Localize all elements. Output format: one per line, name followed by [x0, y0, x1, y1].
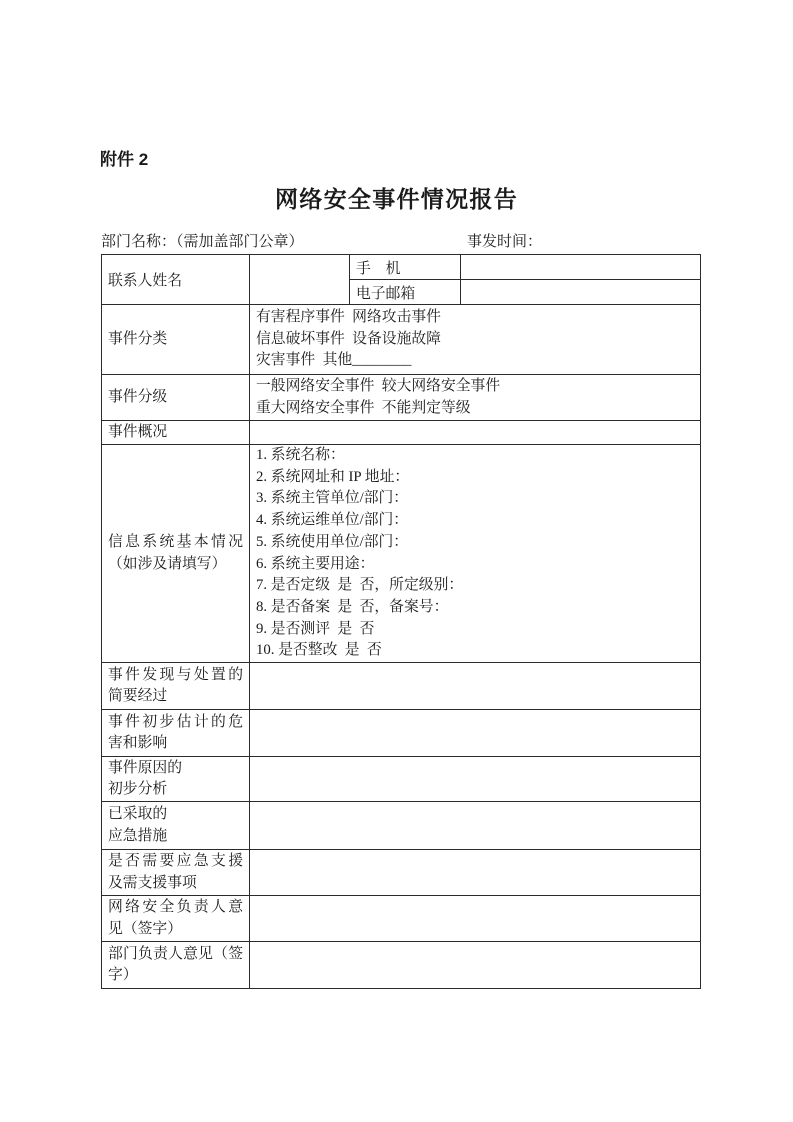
- department-head-opinion-value-cell: [250, 942, 701, 989]
- table-row-contact-phone: [102, 255, 701, 280]
- cause-analysis-label: 事件原因的 初步分析: [102, 757, 250, 802]
- incident-grade-options: 一般网络安全事件 较大网络安全事件 重大网络安全事件 不能判定等级: [250, 375, 701, 421]
- security-officer-opinion-value-cell: [250, 896, 701, 942]
- table-row-system-info: [102, 445, 701, 663]
- table-row-cause-analysis: [102, 757, 701, 802]
- table-row-support-needed: [102, 850, 701, 896]
- department-head-opinion-label: 部门负责人意见（签 字）: [102, 942, 250, 989]
- phone-label: 手 机: [350, 255, 461, 280]
- estimated-impact-value-cell: [250, 710, 701, 757]
- incident-category-label: 事件分类: [102, 305, 250, 375]
- discovery-handling-value-cell: [250, 663, 701, 710]
- system-info-checklist: 1. 系统名称： 2. 系统网址和 IP 地址： 3. 系统主管单位/部门： 4. 系统运维单位/部门： 5. 系统使用单位/部门： 6. 系统主要用途： 7. 是否定级 是 否，所定级别： 8. 是否备案 是 否，备案号： 9. 是否测评 是 否 10. 是否整改 是 否: [250, 445, 701, 663]
- incident-grade-label: 事件分级: [102, 375, 250, 421]
- page-title: 网络安全事件情况报告: [275, 187, 518, 212]
- email-value-cell: [461, 280, 701, 305]
- contact-name-value-cell: [250, 255, 350, 305]
- security-officer-opinion-label: 网络安全负责人意 见（签字）: [102, 896, 250, 942]
- table-row-incident-category: [102, 305, 701, 375]
- incident-time-label: 事发时间：: [467, 234, 543, 250]
- incident-category-options: 有害程序事件 网络攻击事件 信息破坏事件 设备设施故障 灾害事件 其他________: [250, 305, 701, 375]
- discovery-handling-label: 事件发现与处置的 简要经过: [102, 663, 250, 710]
- phone-value-cell: [461, 255, 701, 280]
- table-row-department-head-opinion: [102, 942, 701, 989]
- table-row-discovery-handling: [102, 663, 701, 710]
- incident-overview-label: 事件概况: [102, 421, 250, 445]
- estimated-impact-label: 事件初步估计的危 害和影响: [102, 710, 250, 757]
- table-row-emergency-measures: [102, 802, 701, 850]
- table-row-security-officer-opinion: [102, 896, 701, 942]
- system-info-label: 信息系统基本情况 （如涉及请填写）: [102, 445, 250, 663]
- incident-overview-value-cell: [250, 421, 701, 445]
- support-needed-value-cell: [250, 850, 701, 896]
- department-name-label: 部门名称：（需加盖部门公章）: [101, 234, 304, 250]
- attachment-label: 附件 2: [100, 150, 149, 169]
- meta-row: [101, 232, 700, 253]
- cause-analysis-value-cell: [250, 757, 701, 802]
- emergency-measures-value-cell: [250, 802, 701, 850]
- contact-name-label: 联系人姓名: [102, 255, 250, 305]
- support-needed-label: 是否需要应急支援 及需支援事项: [102, 850, 250, 896]
- emergency-measures-label: 已采取的 应急措施: [102, 802, 250, 850]
- table-row-estimated-impact: [102, 710, 701, 757]
- incident-report-table: [101, 254, 701, 989]
- table-row-incident-overview: [102, 421, 701, 445]
- email-label: 电子邮箱: [350, 280, 461, 305]
- table-row-incident-grade: [102, 375, 701, 421]
